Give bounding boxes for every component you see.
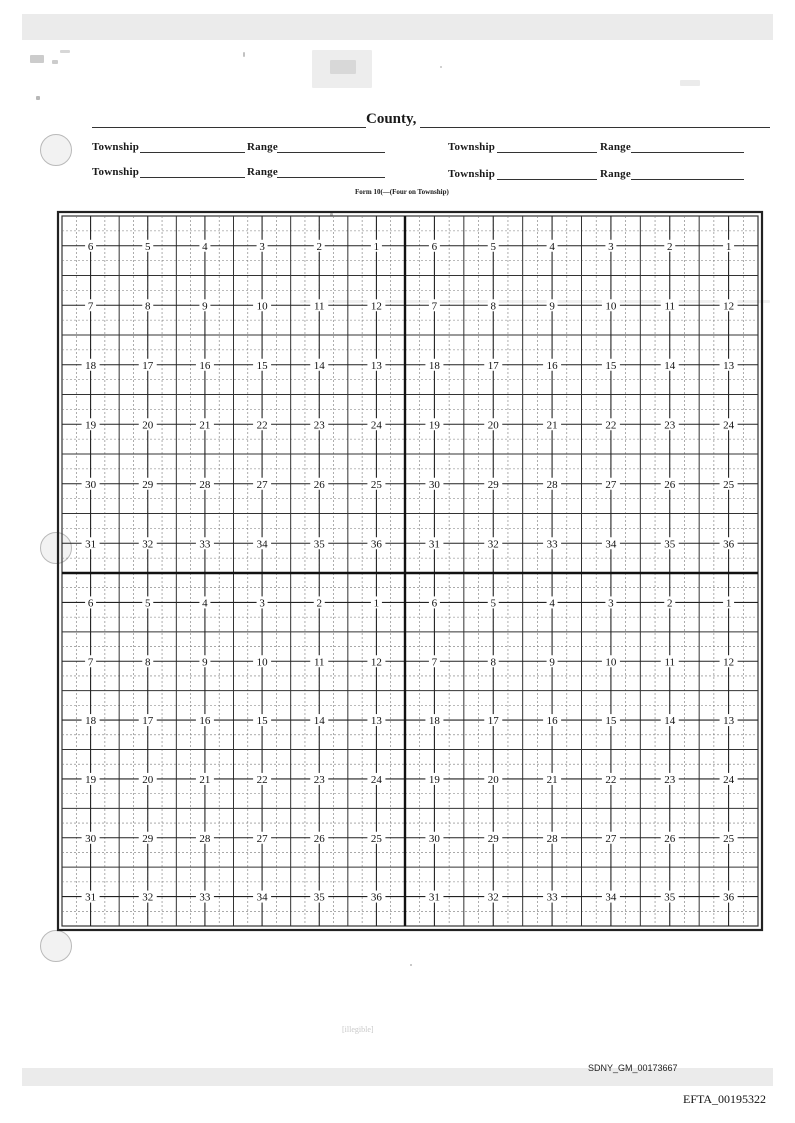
section-number-ne-6: 6 [431, 240, 438, 253]
section-number-se-14: 14 [664, 715, 676, 728]
plat-inner-border [62, 216, 758, 926]
section-number-se-24: 24 [723, 773, 735, 786]
section-number-ne-19: 19 [428, 419, 440, 432]
section-number-ne-28: 28 [546, 478, 558, 491]
section-number-ne-27: 27 [605, 478, 617, 491]
efta-number: EFTA_00195322 [683, 1092, 767, 1106]
section-number-nw-21: 21 [199, 419, 211, 432]
township-label-3: Township [92, 166, 140, 178]
section-number-ne-7: 7 [431, 300, 438, 313]
section-number-ne-21: 21 [546, 419, 558, 432]
section-number-sw-24: 24 [370, 773, 382, 786]
section-number-nw-25: 25 [370, 478, 382, 491]
section-number-sw-11: 11 [313, 656, 325, 669]
section-number-se-19: 19 [428, 773, 440, 786]
section-number-ne-9: 9 [549, 300, 555, 313]
bates-stamp: SDNY_GM_00173667 [588, 1063, 678, 1073]
section-number-se-11: 11 [664, 656, 676, 669]
section-number-nw-10: 10 [256, 300, 268, 313]
section-number-ne-24: 24 [723, 419, 735, 432]
section-number-nw-20: 20 [142, 419, 154, 432]
section-number-nw-36: 36 [370, 538, 382, 551]
section-number-nw-9: 9 [202, 300, 208, 313]
section-number-se-33: 33 [546, 891, 558, 904]
section-number-sw-1: 1 [373, 597, 380, 610]
section-number-se-36: 36 [723, 891, 735, 904]
section-number-sw-17: 17 [142, 715, 154, 728]
section-number-nw-24: 24 [370, 419, 382, 432]
section-number-nw-12: 12 [370, 300, 382, 313]
township-label-4: Township [448, 168, 496, 180]
section-number-nw-19: 19 [85, 419, 97, 432]
section-number-se-13: 13 [723, 715, 735, 728]
section-number-ne-25: 25 [723, 478, 735, 491]
section-number-ne-20: 20 [487, 419, 499, 432]
section-number-sw-21: 21 [199, 773, 211, 786]
section-number-sw-18: 18 [85, 715, 97, 728]
section-number-ne-3: 3 [608, 240, 614, 253]
section-number-nw-11: 11 [313, 300, 325, 313]
section-number-se-28: 28 [546, 832, 558, 845]
section-number-sw-26: 26 [313, 832, 325, 845]
section-number-se-27: 27 [605, 832, 617, 845]
section-number-sw-36: 36 [370, 891, 382, 904]
section-number-sw-19: 19 [85, 773, 97, 786]
section-number-sw-10: 10 [256, 656, 268, 669]
section-number-nw-8: 8 [145, 300, 151, 313]
section-number-se-3: 3 [608, 597, 614, 610]
section-number-nw-32: 32 [142, 538, 154, 551]
section-number-se-17: 17 [487, 715, 499, 728]
township-label-1: Township [92, 141, 140, 153]
section-number-sw-15: 15 [256, 715, 268, 728]
section-number-nw-13: 13 [370, 359, 382, 372]
section-number-ne-13: 13 [723, 359, 735, 372]
section-number-se-10: 10 [605, 656, 617, 669]
section-number-nw-2: 2 [316, 240, 322, 253]
section-number-ne-14: 14 [664, 359, 676, 372]
section-number-se-31: 31 [428, 891, 440, 904]
section-number-sw-31: 31 [85, 891, 97, 904]
township-label-2: Township [448, 141, 496, 153]
section-number-ne-11: 11 [664, 300, 676, 313]
section-number-sw-14: 14 [313, 715, 325, 728]
section-number-nw-28: 28 [199, 478, 211, 491]
section-number-ne-4: 4 [549, 240, 555, 253]
section-number-se-22: 22 [605, 773, 617, 786]
section-number-se-25: 25 [723, 832, 735, 845]
section-number-se-15: 15 [605, 715, 617, 728]
section-number-sw-25: 25 [370, 832, 382, 845]
section-number-se-21: 21 [546, 773, 558, 786]
section-number-nw-33: 33 [199, 538, 211, 551]
section-number-nw-17: 17 [142, 359, 154, 372]
section-number-ne-30: 30 [428, 478, 440, 491]
section-number-se-12: 12 [723, 656, 735, 669]
section-number-ne-17: 17 [487, 359, 499, 372]
section-number-sw-22: 22 [256, 773, 268, 786]
section-number-sw-35: 35 [313, 891, 325, 904]
plat-outer-border [58, 212, 762, 930]
section-number-sw-3: 3 [259, 597, 265, 610]
section-number-ne-18: 18 [428, 359, 440, 372]
section-number-se-35: 35 [664, 891, 676, 904]
section-number-se-30: 30 [428, 832, 440, 845]
section-number-sw-9: 9 [202, 656, 208, 669]
section-number-ne-32: 32 [487, 538, 499, 551]
section-number-ne-16: 16 [546, 359, 558, 372]
section-number-ne-29: 29 [487, 478, 499, 491]
section-number-ne-22: 22 [605, 419, 617, 432]
section-number-sw-16: 16 [199, 715, 211, 728]
section-number-ne-23: 23 [664, 419, 676, 432]
section-number-se-32: 32 [487, 891, 499, 904]
section-number-sw-33: 33 [199, 891, 211, 904]
section-number-nw-4: 4 [202, 240, 208, 253]
section-number-ne-15: 15 [605, 359, 617, 372]
section-number-ne-33: 33 [546, 538, 558, 551]
section-number-nw-6: 6 [87, 240, 94, 253]
section-number-nw-16: 16 [199, 359, 211, 372]
section-number-nw-7: 7 [87, 300, 94, 313]
section-number-ne-8: 8 [490, 300, 496, 313]
section-number-se-5: 5 [490, 597, 496, 610]
section-number-se-23: 23 [664, 773, 676, 786]
section-number-nw-3: 3 [259, 240, 265, 253]
range-label-3: Range [247, 166, 278, 178]
form-note: Form 10(—(Four on Township) [355, 188, 449, 196]
section-number-sw-30: 30 [85, 832, 97, 845]
section-number-sw-8: 8 [145, 656, 151, 669]
section-number-se-4: 4 [549, 597, 555, 610]
range-label-4: Range [600, 168, 631, 180]
section-number-se-6: 6 [431, 597, 438, 610]
section-number-se-8: 8 [490, 656, 496, 669]
section-number-ne-26: 26 [664, 478, 676, 491]
section-number-sw-28: 28 [199, 832, 211, 845]
section-number-nw-1: 1 [373, 240, 380, 253]
section-number-ne-1: 1 [725, 240, 732, 253]
section-number-ne-10: 10 [605, 300, 617, 313]
section-number-sw-13: 13 [370, 715, 382, 728]
section-number-ne-2: 2 [667, 240, 673, 253]
section-number-se-2: 2 [667, 597, 673, 610]
section-number-nw-26: 26 [313, 478, 325, 491]
section-number-ne-5: 5 [490, 240, 496, 253]
section-number-sw-5: 5 [145, 597, 151, 610]
section-number-ne-34: 34 [605, 538, 617, 551]
section-number-nw-18: 18 [85, 359, 97, 372]
section-number-sw-29: 29 [142, 832, 154, 845]
section-number-se-16: 16 [546, 715, 558, 728]
section-number-sw-32: 32 [142, 891, 154, 904]
section-number-ne-35: 35 [664, 538, 676, 551]
section-number-ne-31: 31 [428, 538, 440, 551]
section-number-nw-15: 15 [256, 359, 268, 372]
section-number-nw-35: 35 [313, 538, 325, 551]
section-number-sw-6: 6 [87, 597, 94, 610]
range-label-2: Range [600, 141, 631, 153]
section-number-sw-20: 20 [142, 773, 154, 786]
section-number-nw-14: 14 [313, 359, 325, 372]
section-number-sw-2: 2 [316, 597, 322, 610]
section-number-se-20: 20 [487, 773, 499, 786]
section-number-sw-34: 34 [256, 891, 268, 904]
county-label: County, [366, 111, 417, 127]
section-number-nw-30: 30 [85, 478, 97, 491]
section-number-sw-27: 27 [256, 832, 268, 845]
section-number-se-7: 7 [431, 656, 438, 669]
faint-scan-text: [illegible] [342, 1025, 374, 1034]
section-number-nw-5: 5 [145, 240, 151, 253]
section-number-se-9: 9 [549, 656, 555, 669]
section-number-se-18: 18 [428, 715, 440, 728]
section-number-nw-34: 34 [256, 538, 268, 551]
section-number-nw-31: 31 [85, 538, 97, 551]
section-number-sw-7: 7 [87, 656, 94, 669]
section-number-se-29: 29 [487, 832, 499, 845]
section-number-sw-23: 23 [313, 773, 325, 786]
section-number-nw-27: 27 [256, 478, 268, 491]
section-number-ne-12: 12 [723, 300, 735, 313]
section-number-nw-29: 29 [142, 478, 154, 491]
section-number-ne-36: 36 [723, 538, 735, 551]
range-label-1: Range [247, 141, 278, 153]
section-number-se-34: 34 [605, 891, 617, 904]
section-number-nw-22: 22 [256, 419, 268, 432]
section-number-se-1: 1 [725, 597, 732, 610]
section-number-sw-4: 4 [202, 597, 208, 610]
section-number-se-26: 26 [664, 832, 676, 845]
section-number-nw-23: 23 [313, 419, 325, 432]
section-number-sw-12: 12 [370, 656, 382, 669]
